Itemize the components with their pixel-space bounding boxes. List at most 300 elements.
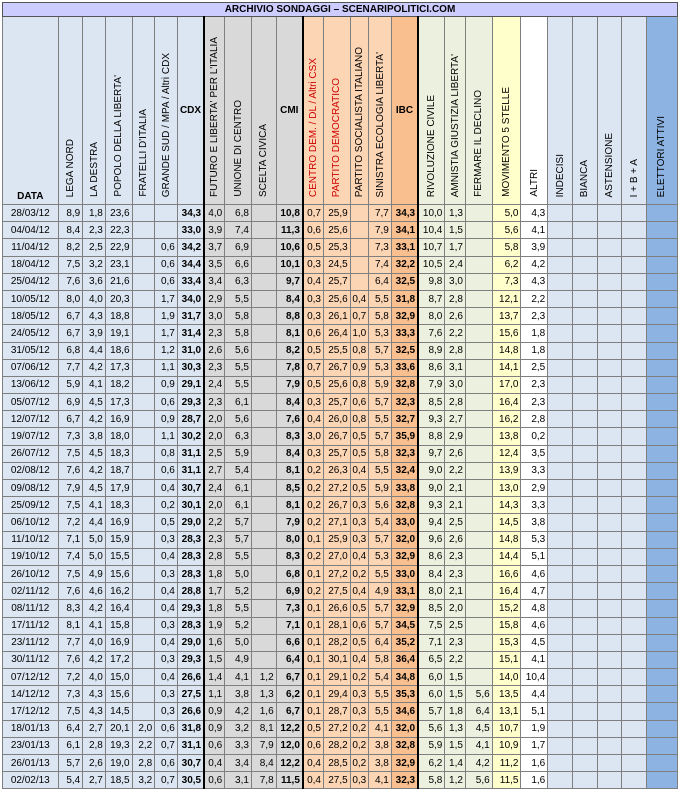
value-cell [132,703,155,720]
value-cell: 2,8 [445,394,466,411]
value-cell: 4,9 [225,651,252,668]
value-cell: 1,4 [204,669,225,686]
value-cell [465,411,492,428]
value-cell: 3,2 [132,772,155,789]
value-cell: 3,1 [445,359,466,376]
value-cell: 4,5 [83,394,106,411]
table-row [3,720,678,737]
value-cell [465,531,492,548]
value-cell: 15,5 [105,548,132,565]
value-cell: 12,1 [492,290,521,307]
empty-cell [548,222,573,239]
empty-cell [622,548,647,565]
value-cell [251,239,276,256]
empty-cell [548,737,573,754]
value-cell: 8,1 [251,720,276,737]
value-cell: 0,1 [303,703,324,720]
empty-cell [572,634,597,651]
empty-cell [597,342,622,359]
value-cell: 6,2 [492,256,521,273]
value-cell: 5,7 [58,755,83,772]
value-cell: 0,4 [155,480,178,497]
value-cell [132,359,155,376]
value-cell: 7,2 [58,514,83,531]
value-cell: 5,5 [369,703,392,720]
value-cell: 0,2 [350,720,369,737]
empty-cell [548,325,573,342]
value-cell: 5,4 [225,462,252,479]
value-cell: 0,3 [350,703,369,720]
total-cell: 33,8 [391,480,418,497]
total-cell: 35,3 [391,686,418,703]
value-cell [132,325,155,342]
empty-cell [622,703,647,720]
total-cell: 34,2 [177,239,204,256]
value-cell: 26,7 [323,359,350,376]
empty-cell [646,737,677,754]
value-cell: 5,6 [369,497,392,514]
value-cell: 0,6 [204,772,225,789]
value-cell [465,394,492,411]
empty-cell [548,411,573,428]
value-cell: 12,4 [492,445,521,462]
empty-cell [597,394,622,411]
value-cell: 0,4 [350,462,369,479]
total-cell: 30,3 [177,359,204,376]
value-cell: 0,5 [303,376,324,393]
col-psi: PARTITO SOCIALISTA ITALIANO [350,17,369,205]
table-row [3,497,678,514]
empty-cell [646,290,677,307]
value-cell: 0,6 [155,720,178,737]
date-cell: 23/11/12 [3,634,59,651]
value-cell: 28,2 [323,737,350,754]
value-cell: 14,3 [492,497,521,514]
value-cell: 11,5 [492,772,521,789]
empty-cell [548,669,573,686]
value-cell: 5,5 [369,290,392,307]
value-cell: 7,5 [418,617,445,634]
value-cell [132,256,155,273]
value-cell: 4,6 [83,583,106,600]
empty-cell [572,359,597,376]
value-cell: 6,9 [58,394,83,411]
value-cell: 25,6 [323,376,350,393]
date-cell: 02/02/13 [3,772,59,789]
value-cell: 0,5 [350,428,369,445]
total-cell: 34,1 [391,222,418,239]
value-cell: 1,7 [155,290,178,307]
empty-cell [548,634,573,651]
value-cell [132,290,155,307]
value-cell: 5,8 [369,308,392,325]
value-cell: 6,6 [225,256,252,273]
value-cell: 0,4 [155,600,178,617]
empty-cell [597,565,622,582]
empty-cell [622,600,647,617]
table-row [3,290,678,307]
empty-cell [597,686,622,703]
empty-cell [622,376,647,393]
total-cell: 8,0 [276,531,303,548]
empty-cell [548,239,573,256]
value-cell: 5,7 [369,617,392,634]
value-cell: 4,2 [83,462,106,479]
total-cell: 32,5 [391,342,418,359]
value-cell: 0,2 [303,497,324,514]
table-row [3,308,678,325]
value-cell: 15,6 [105,686,132,703]
total-cell: 29,0 [177,634,204,651]
value-cell: 3,8 [521,514,548,531]
table-row [3,273,678,290]
value-cell: 4,3 [521,273,548,290]
value-cell: 16,9 [105,634,132,651]
table-row [3,755,678,772]
value-cell: 0,4 [303,772,324,789]
value-cell [350,239,369,256]
value-cell [251,565,276,582]
total-cell: 33,3 [391,325,418,342]
value-cell [251,325,276,342]
value-cell: 8,6 [418,548,445,565]
value-cell: 19,1 [105,325,132,342]
empty-cell [572,290,597,307]
value-cell: 7,5 [58,497,83,514]
value-cell: 4,5 [83,445,106,462]
value-cell: 4,9 [369,583,392,600]
date-cell: 26/01/13 [3,755,59,772]
value-cell: 28,1 [323,617,350,634]
value-cell [350,273,369,290]
value-cell: 0,7 [303,359,324,376]
date-cell: 30/11/12 [3,651,59,668]
value-cell: 4,0 [204,205,225,222]
empty-cell [646,205,677,222]
col-indecisi: INDECISI [548,17,573,205]
value-cell [251,359,276,376]
value-cell: 8,3 [58,600,83,617]
value-cell [251,583,276,600]
value-cell: 25,5 [323,342,350,359]
value-cell: 29,4 [323,686,350,703]
value-cell: 4,1 [369,772,392,789]
table-row [3,600,678,617]
value-cell: 28,2 [323,634,350,651]
value-cell: 0,3 [350,772,369,789]
value-cell: 3,4 [204,273,225,290]
empty-cell [597,634,622,651]
value-cell: 9,3 [418,411,445,428]
value-cell: 22,3 [105,222,132,239]
value-cell [132,445,155,462]
empty-cell [622,583,647,600]
value-cell: 1,6 [204,634,225,651]
empty-cell [572,497,597,514]
value-cell: 5,8 [492,239,521,256]
value-cell: 5,4 [58,772,83,789]
value-cell: 2,3 [445,634,466,651]
value-cell: 2,8 [132,755,155,772]
value-cell: 0,8 [155,445,178,462]
value-cell: 10,0 [418,205,445,222]
value-cell: 4,1 [83,497,106,514]
value-cell: 1,8 [445,703,466,720]
empty-cell [646,445,677,462]
value-cell: 1,4 [445,755,466,772]
value-cell: 1,9 [204,617,225,634]
value-cell: 6,9 [225,239,252,256]
value-cell: 14,8 [492,531,521,548]
value-cell: 6,2 [418,755,445,772]
value-cell: 7,9 [369,222,392,239]
empty-cell [646,308,677,325]
value-cell: 4,8 [521,600,548,617]
empty-cell [548,428,573,445]
empty-cell [572,222,597,239]
value-cell: 6,1 [225,394,252,411]
total-cell: 8,1 [276,497,303,514]
value-cell: 4,3 [521,205,548,222]
value-cell: 4,3 [83,703,106,720]
value-cell: 2,6 [445,531,466,548]
empty-cell [548,600,573,617]
table-row [3,772,678,789]
value-cell: 0,9 [204,703,225,720]
value-cell: 7,1 [58,531,83,548]
empty-cell [548,651,573,668]
total-cell: 30,1 [177,497,204,514]
empty-cell [597,651,622,668]
col-i-b-a: I + B + A [622,17,647,205]
date-cell: 19/07/12 [3,428,59,445]
value-cell: 3,0 [445,273,466,290]
empty-cell [572,514,597,531]
total-cell: 8,4 [276,445,303,462]
empty-cell [597,617,622,634]
value-cell [251,290,276,307]
value-cell: 8,4 [58,222,83,239]
empty-cell [548,205,573,222]
value-cell: 6,1 [225,497,252,514]
value-cell: 0,6 [155,394,178,411]
value-cell: 0,6 [155,239,178,256]
empty-cell [597,325,622,342]
table-row [3,462,678,479]
value-cell: 18,5 [105,772,132,789]
value-cell: 26,1 [323,308,350,325]
empty-cell [646,376,677,393]
value-cell: 2,5 [445,617,466,634]
value-cell: 7,5 [58,445,83,462]
value-cell: 6,7 [58,325,83,342]
total-cell: 6,2 [276,686,303,703]
value-cell [465,514,492,531]
value-cell: 0,3 [303,256,324,273]
table-row [3,411,678,428]
total-cell: 32,9 [391,308,418,325]
empty-cell [622,239,647,256]
value-cell: 0,2 [303,462,324,479]
value-cell: 0,4 [303,411,324,428]
value-cell: 4,2 [83,411,106,428]
empty-cell [597,583,622,600]
value-cell: 8,0 [58,290,83,307]
date-cell: 18/04/12 [3,256,59,273]
value-cell: 7,3 [369,239,392,256]
value-cell [132,583,155,600]
value-cell [465,222,492,239]
empty-cell [572,772,597,789]
value-cell [465,359,492,376]
value-cell: 27,2 [323,480,350,497]
empty-cell [646,256,677,273]
empty-cell [548,565,573,582]
value-cell: 1,5 [445,669,466,686]
empty-cell [646,703,677,720]
value-cell: 1,7 [521,737,548,754]
empty-cell [572,755,597,772]
value-cell: 10,7 [492,720,521,737]
value-cell: 8,8 [418,428,445,445]
value-cell: 0,9 [350,359,369,376]
value-cell: 2,1 [445,583,466,600]
value-cell: 2,3 [521,376,548,393]
total-cell: 28,3 [177,565,204,582]
value-cell: 0,1 [303,634,324,651]
empty-cell [622,669,647,686]
value-cell: 0,4 [155,669,178,686]
value-cell [251,256,276,273]
col-cdx: CDX [177,17,204,205]
col-sel: SINISTRA ECOLOGIA LIBERTA' [369,17,392,205]
value-cell: 26,7 [323,497,350,514]
value-cell: 5,7 [225,514,252,531]
value-cell: 7,9 [418,376,445,393]
value-cell: 2,3 [445,565,466,582]
value-cell: 7,1 [418,634,445,651]
value-cell: 27,2 [323,720,350,737]
value-cell: 0,5 [350,634,369,651]
value-cell: 1,8 [521,342,548,359]
value-cell: 0,3 [350,497,369,514]
empty-cell [622,394,647,411]
value-cell: 2,0 [204,428,225,445]
value-cell: 26,6 [323,600,350,617]
value-cell: 15,8 [492,617,521,634]
table-row [3,480,678,497]
total-cell: 31,8 [177,720,204,737]
value-cell: 7,6 [58,273,83,290]
value-cell: 25,6 [323,222,350,239]
empty-cell [597,428,622,445]
value-cell: 25,3 [323,239,350,256]
value-cell: 7,8 [251,772,276,789]
value-cell: 5,0 [83,531,106,548]
table-row [3,205,678,222]
value-cell: 5,8 [225,308,252,325]
empty-cell [548,703,573,720]
empty-cell [646,480,677,497]
empty-cell [597,772,622,789]
value-cell: 5,9 [418,737,445,754]
value-cell: 0,3 [155,651,178,668]
empty-cell [622,634,647,651]
value-cell: 0,2 [155,497,178,514]
empty-cell [597,480,622,497]
total-cell: 28,8 [177,583,204,600]
empty-cell [572,686,597,703]
empty-cell [646,325,677,342]
value-cell: 27,1 [323,514,350,531]
value-cell: 7,5 [58,703,83,720]
value-cell: 2,2 [132,737,155,754]
value-cell: 2,2 [445,462,466,479]
value-cell: 10,4 [521,669,548,686]
value-cell: 0,6 [350,617,369,634]
value-cell: 2,6 [204,342,225,359]
value-cell [251,531,276,548]
value-cell: 5,0 [225,634,252,651]
total-cell: 32,5 [391,273,418,290]
empty-cell [597,720,622,737]
date-cell: 18/05/12 [3,308,59,325]
value-cell: 13,9 [492,462,521,479]
total-cell: 32,3 [391,394,418,411]
col-la-destra: LA DESTRA [83,17,106,205]
empty-cell [548,394,573,411]
table-row [3,703,678,720]
value-cell [132,565,155,582]
value-cell: 6,4 [369,634,392,651]
value-cell: 2,2 [204,514,225,531]
value-cell: 17,3 [105,359,132,376]
col-pdl: POPOLO DELLA LIBERTA' [105,17,132,205]
empty-cell [597,531,622,548]
total-cell: 27,5 [177,686,204,703]
total-cell: 30,7 [177,755,204,772]
empty-cell [548,273,573,290]
value-cell [132,308,155,325]
value-cell: 2,9 [521,480,548,497]
empty-cell [597,376,622,393]
value-cell: 4,1 [369,720,392,737]
empty-cell [572,480,597,497]
value-cell: 1,5 [445,737,466,754]
value-cell: 8,2 [58,239,83,256]
value-cell: 22,9 [105,239,132,256]
date-cell: 13/06/12 [3,376,59,393]
total-cell: 33,0 [391,565,418,582]
value-cell: 0,8 [350,342,369,359]
total-cell: 8,8 [276,308,303,325]
total-cell: 32,9 [391,600,418,617]
empty-cell [646,772,677,789]
value-cell: 2,0 [132,720,155,737]
value-cell: 2,1 [445,480,466,497]
value-cell: 29,1 [323,669,350,686]
table-row [3,565,678,582]
empty-cell [548,342,573,359]
value-cell [465,256,492,273]
empty-cell [622,755,647,772]
empty-cell [597,703,622,720]
total-cell: 31,1 [177,737,204,754]
value-cell: 1,2 [445,772,466,789]
value-cell: 28,5 [323,755,350,772]
value-cell: 5,4 [369,669,392,686]
value-cell: 0,6 [155,462,178,479]
